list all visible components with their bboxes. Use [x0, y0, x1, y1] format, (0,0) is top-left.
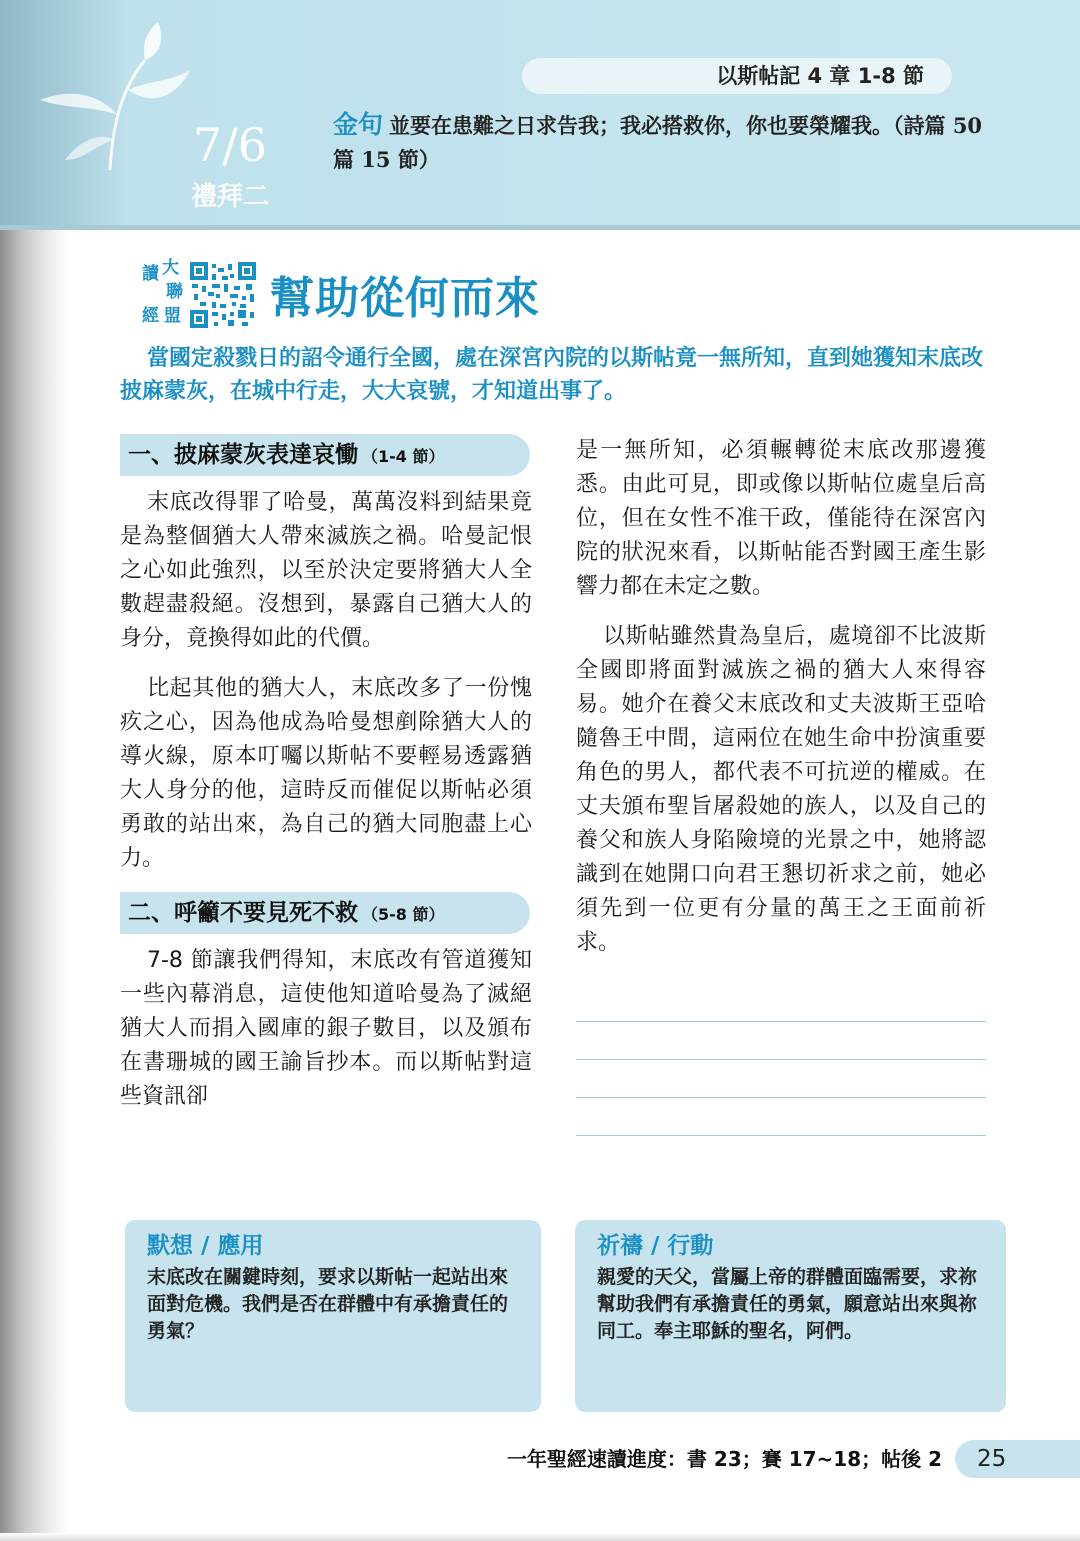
meditation-box: [125, 1220, 541, 1412]
section-heading-2-verses: （5-8 節）: [362, 905, 445, 924]
section-1-paragraph-1: 末底改得罪了哈曼，萬萬沒料到結果竟是為整個猶大人帶來滅族之禍。哈曼記恨之心如此強烈，以至於決定要將猶大人全數趕盡殺絕。沒想到，暴露自己猶大人的身分，竟換得如此的代價。: [120, 490, 532, 651]
meditation-title: 默想 / 應用: [147, 1233, 264, 1259]
section-heading-1: [120, 434, 530, 476]
section-2-paragraph-1: 7-8 節讓我們得知，末底改有管道獲知一些內幕消息，這使他知道哈曼為了滅絕猶大人而捐入國庫的銀子數目，以及頒布在書珊城的國王諭旨抄本。而以斯帖對這些資訊卻: [120, 948, 532, 1109]
qr-label-char: 聯: [166, 282, 183, 302]
golden-verse: [333, 108, 993, 177]
page-title: 幫助從何而來: [270, 273, 540, 324]
page-number: 25: [955, 1440, 1080, 1478]
intro-paragraph: 當國定殺戮日的詔令通行全國，處在深宮內院的以斯帖竟一無所知，直到她獲知末底改披麻蒙灰，在城中行走，大大哀號，才知道出事了。: [120, 346, 984, 404]
date-block: [40, 0, 290, 230]
weekday: 禮拜二: [190, 182, 269, 212]
qr-label-char: 經: [142, 306, 159, 326]
note-line: [576, 984, 986, 1022]
qr-label-char: 盟: [164, 306, 181, 326]
prayer-body: 親愛的天父，當屬上帝的群體面臨需要，求祢幫助我們有承擔責任的勇氣，願意站出來與祢同工。奉主耶穌的聖名，阿們。: [597, 1266, 978, 1342]
left-column: [120, 434, 532, 1114]
meditation-body: 末底改在關鍵時刻，要求以斯帖一起站出來面對危機。我們是否在群體中有承擔責任的勇氣？: [147, 1266, 509, 1342]
note-lines[interactable]: [576, 984, 986, 1136]
scripture-reference: 以斯帖記 4 章 1-8 節: [522, 58, 952, 94]
qr-label-char: 讀: [142, 264, 159, 284]
right-paragraph-1: 是一無所知，必須輾轉從末底改那邊獲悉。由此可見，即或像以斯帖位處皇后高位，但在女性不准干政，僅能待在深宮內院的狀況來看，以斯帖能否對國王產生影響力都在未定之數。: [576, 438, 986, 599]
right-paragraph-2: 以斯帖雖然貴為皇后，處境卻不比波斯全國即將面對滅族之禍的猶大人來得容易。她介在養父末底改和丈夫波斯王亞哈隨魯王中間，這兩位在她生命中扮演重要角色的男人，都代表不可抗逆的權威。在丈夫頒布聖旨屠殺她的族人，以及自己的養父和族人身陷險境的光景之中，她將認識到在她開口向君王懇切祈求之前，她必須先到一位更有分量的萬王之王面前祈求。: [576, 624, 986, 955]
prayer-box: [575, 1220, 1006, 1412]
golden-verse-label: 金句: [333, 110, 384, 139]
section-heading-1-verses: （1-4 節）: [362, 447, 445, 466]
golden-verse-text: 並要在患難之日求告我；我必搭救你，你也要榮耀我。（詩篇 50 篇 15 節）: [333, 113, 983, 172]
prayer-title: 祈禱 / 行動: [597, 1233, 714, 1259]
section-1-paragraph-2: 比起其他的猶大人，末底改多了一份愧疚之心，因為他成為哈曼想剷除猶大人的導火線，原本叮囑以斯帖不要輕易透露猶大人身分的他，這時反而催促以斯帖必須勇敢的站出來，為自己的猶大同胞盡上心力。: [120, 676, 532, 871]
right-column: [576, 434, 986, 1136]
note-line: [576, 1098, 986, 1136]
section-heading-2: [120, 892, 530, 934]
page-curl-shadow: [0, 0, 70, 1541]
qr-side-label: [138, 258, 188, 330]
header-band: [0, 0, 1080, 230]
page-bottom-edge: [0, 1533, 1080, 1541]
note-line: [576, 1060, 986, 1098]
date: 7/6: [192, 118, 268, 172]
qr-label-char: 大: [162, 258, 179, 278]
section-heading-1-text: 一、披麻蒙灰表達哀慟: [128, 442, 358, 468]
section-heading-2-text: 二、呼籲不要見死不救: [128, 900, 358, 926]
reading-progress: 一年聖經速讀進度：書 23；賽 17~18；帖後 2: [506, 1447, 942, 1471]
qr-code-icon[interactable]: [190, 262, 256, 328]
note-line: [576, 1022, 986, 1060]
